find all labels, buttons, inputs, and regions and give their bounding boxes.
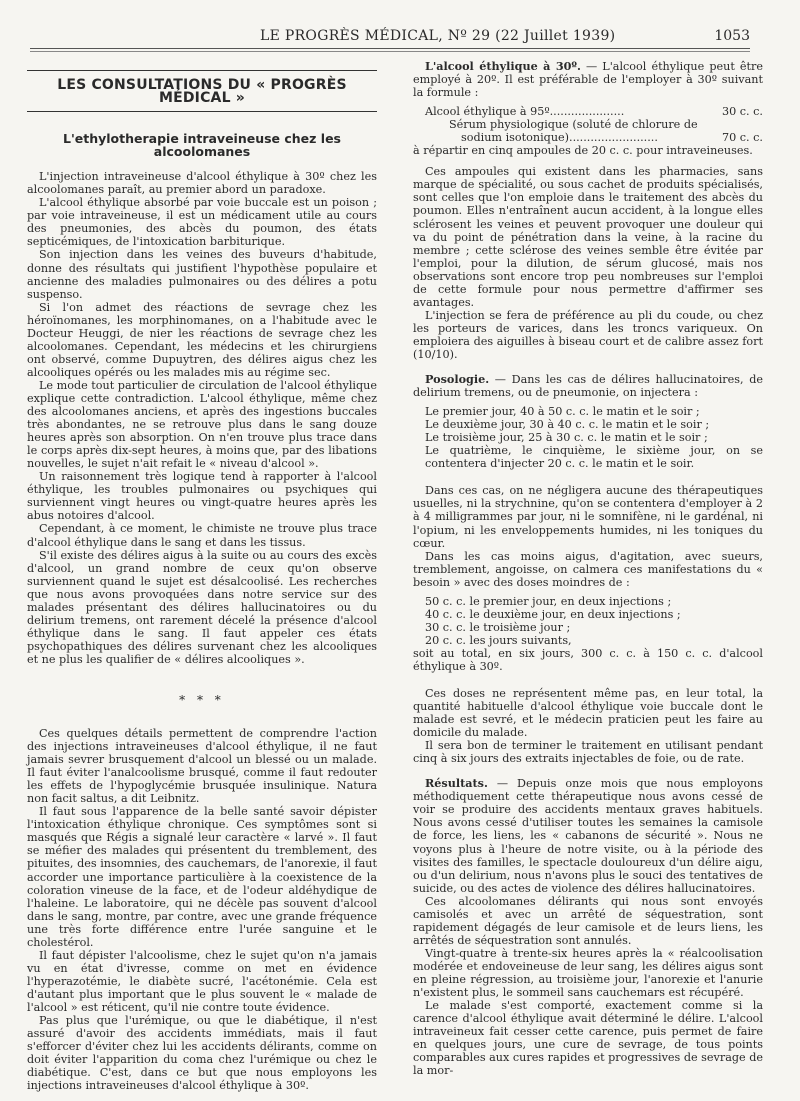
running-header	[30, 28, 750, 50]
formula-block	[413, 105, 763, 157]
journal-title: LE PROGRÈS MÉDICAL, Nº 29 (22 Juillet 1939)	[260, 28, 616, 44]
paragraph: L'alcool éthylique absorbé par voie buccale est un poison ; par voie intraveineuse, il est un médicament utile au cours des pneumonies, des abcès du poumon, des états septicémiques, de l'intoxication barbiturique.	[27, 196, 377, 249]
doses-list	[413, 595, 763, 673]
paragraph: Vingt-quatre à trente-six heures après la « réalcoolisation modérée et endoveineuse de leur sang, les délires aigus sont en pleine régression, au troisième jour, l'anorexie et l'anurie n'existent plus, le sommeil sans cauchemars est récupéré.	[413, 946, 763, 1000]
paragraph: Dans ces cas, on ne négligera aucune des thérapeutiques usuelles, ni la strychnine, qu'on se contentera d'employer à 2 à 4 milligrammes par jour, ni le somnifène, ni le gardénal, ni l'opium, ni les enveloppements humides, ni les toniques du cœur.	[413, 484, 763, 550]
section-text: — Dans les cas de délires hallucinatoires, de delirium tremens, ou de pneumonie, on injectera :	[413, 373, 763, 400]
header-rule	[30, 48, 750, 49]
formula-note: à répartir en cinq ampoules de 20 c. c. pour intraveineuses.	[413, 144, 753, 158]
section-posologie	[413, 373, 763, 399]
formula-ingredient: Alcool éthylique à 95º.....................	[425, 105, 625, 119]
paragraph: Son injection dans les veines des buveurs d'habitude, donne des résultats qui justifient l'hypothèse populaire et ancienne des maladies pulmonaires ou des délires a potu suspenso.	[27, 248, 377, 301]
header-rule-secondary	[30, 51, 750, 52]
paragraph: Le malade s'est comporté, exactement comme si la carence d'alcool éthylique avait déterminé le délire. L'alcool intraveineux fait cesser cette carence, puis permet de faire en quelques jours, une cure de sevrage, de tous points comparables aux cures rapides et progressives de sevrage de la mor-	[413, 999, 763, 1078]
paragraph: S'il existe des délires aigus à la suite ou au cours des excès d'alcool, un grand nombre de ceux qu'on observe surviennent quand le sujet est désalcoolisé. Les recherches que nous avons provoquées dans notre service sur des malades présentant des délires hallucinatoires ou du delirium tremens, ont rarement décelé la présence d'alcool éthylique dans le sang. Il faut appeler ces états psychopathiques des délires survenant chez les alcooliques et ne plus les qualifier de « délires alcooliques ».	[27, 548, 377, 666]
list-item: Le quatrième, le cinquième, le sixième jour, on se contentera d'injecter 20 c. c. le matin et le soir.	[425, 444, 763, 471]
paragraph: Il faut dépister l'alcoolisme, chez le sujet qu'on n'a jamais vu en état d'ivresse, comme on met en évidence l'hyperazotémie, le diabète sucré, l'acétonémie. Cela est d'autant plus important que le plus souvent le « malade de l'alcool » est réticent, qu'il nie contre toute évidence.	[27, 948, 377, 1014]
paragraph: L'injection se fera de préférence au pli du coude, ou chez les porteurs de varices, dans les troncs variqueux. On emploiera des aiguilles à biseau court et de calibre assez fort (10/10).	[413, 308, 763, 361]
page-number: 1053	[714, 28, 750, 44]
section-alcool-intro	[413, 60, 763, 99]
posologie-list	[413, 405, 763, 470]
paragraph: Ces ampoules qui existent dans les pharmacies, sans marque de spécialité, ou sous cachet de produits spécialisés, sont celles que l'on emploie dans le traitement des abcès du poumon. Elles n'entraînent aucun accident, à la longue elles sclérosent les veines et peuvent provoquer une douleur qui va du point de pénétration dans la veine, à la racine du membre ; cette sclérose des veines semble être évitée par l'emploi, pour la dilution, de sérum glucosé, mais nos observations sont encore trop peu nombreuses sur l'emploi de cette formule pour nous permettre d'affirmer ses avantages.	[413, 165, 763, 309]
list-item: 20 c. c. les jours suivants,	[425, 633, 572, 647]
paragraph: Cependant, à ce moment, le chimiste ne trouve plus trace d'alcool éthylique dans le sang et dans les tissus.	[27, 522, 377, 549]
list-item: 30 c. c. le troisième jour ;	[425, 620, 571, 634]
section-heading: L'alcool éthylique à 30º.	[425, 59, 581, 73]
formula-quantity: 30 c. c.	[722, 105, 763, 119]
list-item: 40 c. c. le deuxième jour, en deux injections ;	[425, 607, 681, 621]
paragraph: Il faut sous l'apparence de la belle santé savoir dépister l'intoxication éthylique chronique. Ces symptômes sont si masqués que Régis a signalé leur caractère « larvé ». Il faut se méfier des malades qui présentent du tremblement, des pituites, des insomnies, des cauchemars, de l'anorexie, il faut accorder une importance particulière à la coexistence de la coloration vineuse de la face, et de l'odeur aldéhydique de l'haleine. Le laboratoire, qui ne décèle pas souvent d'alcool dans le sang, montre, par contre, avec une grande fréquence une très forte différence entre l'urée sanguine et le cholestérol.	[27, 805, 377, 949]
formula-quantity: 70 c. c.	[722, 131, 763, 145]
paragraph: Il sera bon de terminer le traitement en utilisant pendant cinq à six jours des extraits injectables de foie, ou de rate.	[413, 739, 763, 766]
section-text: — L'alcool éthylique peut être employé à 20º. Il est préférable de l'employer à 30º suivant la formule :	[413, 60, 763, 100]
paragraph: Un raisonnement très logique tend à rapporter à l'alcool éthylique, les troubles pulmonaires ou psychiques qui surviennent vingt heures ou vingt-quatre heures après les abus notoires d'alcool.	[27, 470, 377, 523]
formula-line	[413, 105, 763, 118]
list-item: Le troisième jour, 25 à 30 c. c. le matin et le soir ;	[425, 431, 708, 445]
section-heading: Résultats.	[425, 776, 488, 791]
doses-total: soit au total, en six jours, 300 c. c. à 150 c. c. d'alcool éthylique à 30º.	[413, 646, 763, 673]
paragraph: Pas plus que l'urémique, ou que le diabétique, il n'est assuré d'avoir des accidents immédiats, mais il faut s'efforcer d'éviter chez lui les accidents délirants, comme on doit éviter l'apparition du coma chez l'urémique ou chez le diabétique. C'est, dans ce but que nous employons les injections intraveineuses d'alcool éthylique à 30º.	[27, 1014, 377, 1093]
article-title: L'ethylotherapie intraveineuse chez les alcoolomanes	[62, 131, 341, 160]
formula-line	[413, 131, 763, 144]
left-column	[27, 60, 377, 1092]
formula-ingredient: sodium isotonique).........................	[461, 131, 658, 145]
right-column	[413, 60, 763, 1077]
paragraph: Ces quelques détails permettent de comprendre l'action des injections intraveineuses d'alcool éthylique, il ne faut jamais sevrer brusquement d'alcool un blessé ou un malade. Il faut éviter l'analcoolisme brusqué, comme il faut redouter les effets de l'hypoglycémie brusquée insulinique. Natura non facit saltus, a dit Leibnitz.	[27, 727, 377, 806]
asterism-separator: * * *	[179, 692, 225, 707]
section-text: — Depuis onze mois que nous employons méthodiquement cette thérapeutique nous avons cessé de voir se produire des accidents mentaux graves habituels. Nous avons cessé d'utiliser toutes les semaines la camisole de force, les liens, les « cabanons de sécurité ». Nous ne voyons plus à l'heure de notre visite, ou à la période des visites des familles, le spectacle douloureux d'un délire aigu, ou d'un delirium, nous n'avons plus le souci des tentatives de suicide, ou des actes de violence des délires hallucinatoires.	[413, 777, 763, 895]
paragraph: Si l'on admet des réactions de sevrage chez les héroïnomanes, les morphinomanes, on a l'habitude avec le Docteur Heuggi, de nier les réactions de sevrage chez les alcoolomanes. Cependant, les médecins et les chirurgiens ont observé, comme Dupuytren, des délires aigus chez les alcooliques opérés ou les malades mis au régime sec.	[27, 300, 377, 379]
paragraph: L'injection intraveineuse d'alcool éthylique à 30º chez les alcoolomanes paraît, au premier abord un paradoxe.	[27, 170, 377, 197]
paragraph: Ces alcoolomanes délirants qui nous sont envoyés camisolés et avec un arrêté de séquestration, sont rapidement dégagés de leur camisole et de leurs liens, les arrêtés de séquestration sont annulés.	[413, 894, 763, 947]
paragraph: Ces doses ne représentent même pas, en leur total, la quantité habituelle d'alcool éthylique voie buccale dont le malade est sevré, et le médecin praticien peut les faire au domicile du malade.	[413, 687, 763, 740]
formula-line: Sérum physiologique (soluté de chlorure de	[449, 118, 698, 132]
section-heading: Posologie.	[425, 372, 490, 387]
section-box-title: LES CONSULTATIONS DU « PROGRÈS MÉDICAL »	[27, 70, 377, 112]
paragraph: Le mode tout particulier de circulation de l'alcool éthylique explique cette contradiction. L'alcool éthylique, même chez des alcoolomanes anciens, et après des ingestions buccales très abondantes, ne se retrouve plus dans le sang douze heures après son absorption. On n'en trouve plus trace dans le corps après dix-sept heures, à moins que, par des libations nouvelles, le sujet n'ait refait le « niveau d'alcool ».	[27, 378, 377, 471]
section-resultats	[413, 777, 763, 894]
list-item: Le premier jour, 40 à 50 c. c. le matin et le soir ;	[425, 405, 700, 419]
paragraph: Dans les cas moins aigus, d'agitation, avec sueurs, tremblement, angoisse, on calmera ces manifestations du « besoin » avec des doses moindres de :	[413, 549, 763, 589]
list-item: Le deuxième jour, 30 à 40 c. c. le matin et le soir ;	[425, 418, 710, 432]
list-item: 50 c. c. le premier jour, en deux injections ;	[425, 594, 672, 608]
